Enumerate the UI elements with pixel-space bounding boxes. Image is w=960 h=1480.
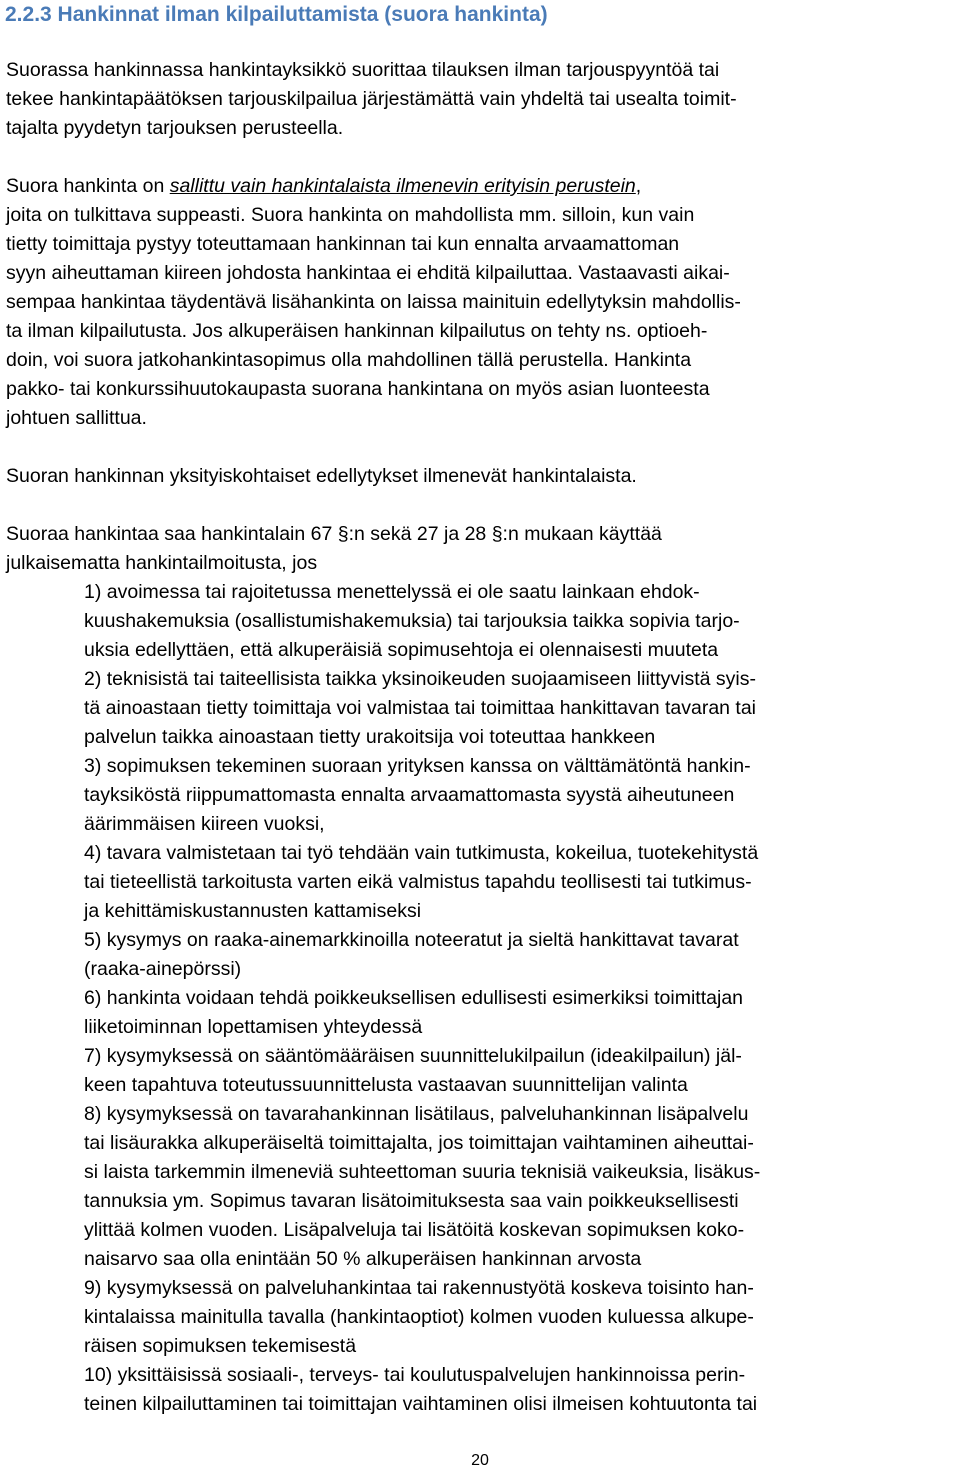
list-item-line: 8) kysymyksessä on tavarahankinnan lisätilaus, palveluhankinnan lisäpalvelu <box>84 1103 749 1125</box>
list-item-line: ylittää kolmen vuoden. Lisäpalveluja tai lisätöitä koskevan sopimuksen koko- <box>84 1219 745 1241</box>
list-item-line: tä ainoastaan tietty toimittaja voi valmistaa tai toimittaa hankittavan tavaran tai <box>84 697 757 719</box>
list-item-line: (raaka-ainepörssi) <box>84 958 242 980</box>
list-item-line: 10) yksittäisissä sosiaali-, terveys- tai koulutuspalvelujen hankinnoissa perin- <box>84 1364 746 1386</box>
paragraph-line: Suoraa hankintaa saa hankintalain 67 §:n sekä 27 ja 28 §:n mukaan käyttää <box>6 523 662 545</box>
list-item-line: keen tapahtuva toteutussuunnittelusta vastaavan suunnittelijan valinta <box>84 1074 688 1096</box>
paragraph-line: tajalta pyydetyn tarjouksen perusteella. <box>6 117 344 139</box>
paragraph-line: Suoran hankinnan yksityiskohtaiset edellytykset ilmenevät hankintalaista. <box>6 465 637 487</box>
paragraph-line: johtuen sallittua. <box>6 407 147 429</box>
list-item-line: tannuksia ym. Sopimus tavaran lisätoimituksesta saa vain poikkeuksellisesti <box>84 1190 739 1212</box>
list-item-line: 1) avoimessa tai rajoitetussa menettelyssä ei ole saatu lainkaan ehdok- <box>84 581 700 603</box>
list-item-line: 4) tavara valmistetaan tai työ tehdään vain tutkimusta, kokeilua, tuotekehitystä <box>84 842 759 864</box>
paragraph-line: tietty toimittaja pystyy toteuttamaan hankinnan tai kun ennalta arvaamattoman <box>6 233 680 255</box>
list-item-line: ja kehittämiskustannusten kattamiseksi <box>84 900 422 922</box>
list-item-line: 9) kysymyksessä on palveluhankintaa tai rakennustyötä koskeva toisinto han- <box>84 1277 754 1299</box>
paragraph-line: syyn aiheuttaman kiireen johdosta hankintaa ei ehditä kilpailuttaa. Vastaavasti aikai- <box>6 262 730 284</box>
paragraph-line: julkaisematta hankintailmoitusta, jos <box>6 552 318 574</box>
paragraph-line: sempaa hankintaa täydentävä lisähankinta on laissa mainituin edellytyksin mahdollis- <box>6 291 741 313</box>
list-item-line: äärimmäisen kiireen vuoksi, <box>84 813 325 835</box>
paragraph-line <box>6 174 641 198</box>
paragraph-line: Suorassa hankinnassa hankintayksikkö suorittaa tilauksen ilman tarjouspyyntöä tai <box>6 59 720 81</box>
list-item-line: palvelun taikka ainoastaan tietty urakoitsija voi toteuttaa hankkeen <box>84 726 656 748</box>
paragraph-line: ta ilman kilpailutusta. Jos alkuperäisen hankinnan kilpailutus on tehty ns. optioeh- <box>6 320 708 342</box>
list-item-line: naisarvo saa olla enintään 50 % alkuperäisen hankinnan arvosta <box>84 1248 642 1270</box>
paragraph-line: doin, voi suora jatkohankintasopimus olla mahdollinen tällä perustella. Hankinta <box>6 349 692 371</box>
list-item-line: kuushakemuksia (osallistumishakemuksia) tai tarjouksia taikka sopivia tarjo- <box>84 610 740 632</box>
paragraph-text: , <box>635 175 642 197</box>
list-item-line: tayksiköstä riippumattomasta ennalta arvaamattomasta syystä aiheutuneen <box>84 784 735 806</box>
list-item-line: 5) kysymys on raaka-ainemarkkinoilla noteeratut ja sieltä hankittavat tavarat <box>84 929 739 951</box>
list-item-line: 6) hankinta voidaan tehdä poikkeuksellisen edullisesti esimerkiksi toimittajan <box>84 987 744 1009</box>
list-item-line: si laista tarkemmin ilmeneviä suhteettoman suuria teknisiä vaikeuksia, lisäkus- <box>84 1161 761 1183</box>
page-number: 20 <box>471 1452 489 1469</box>
list-item-line: 3) sopimuksen tekeminen suoraan yrityksen kanssa on välttämätöntä hankin- <box>84 755 751 777</box>
section-heading: 2.2.3 Hankinnat ilman kilpailuttamista (suora hankinta) <box>5 3 548 26</box>
emphasized-phrase: sallittu vain hankintalaista ilmenevin erityisin perustein <box>169 175 636 197</box>
paragraph-line: tekee hankintapäätöksen tarjouskilpailua järjestämättä vain yhdeltä tai usealta toimit- <box>6 88 737 110</box>
list-item-line: teinen kilpailuttaminen tai toimittajan vaihtaminen olisi ilmeisen kohtuutonta tai <box>84 1393 758 1415</box>
paragraph-line: joita on tulkittava suppeasti. Suora hankinta on mahdollista mm. silloin, kun vain <box>6 204 695 226</box>
paragraph-text: Suora hankinta on <box>6 175 170 197</box>
list-item-line: tai lisäurakka alkuperäiseltä toimittajalta, jos toimittajan vaihtaminen aiheuttai- <box>84 1132 754 1154</box>
list-item-line: 7) kysymyksessä on sääntömääräisen suunnittelukilpailun (ideakilpailun) jäl- <box>84 1045 742 1067</box>
list-item-line: kintalaissa mainitulla tavalla (hankintaoptiot) kolmen vuoden kuluessa alkupe- <box>84 1306 754 1328</box>
list-item-line: 2) teknisistä tai taiteellisista taikka yksinoikeuden suojaamiseen liittyvistä syis- <box>84 668 756 690</box>
paragraph-line: pakko- tai konkurssihuutokaupasta suorana hankintana on myös asian luonteesta <box>6 378 710 400</box>
list-item-line: liiketoiminnan lopettamisen yhteydessä <box>84 1016 423 1038</box>
list-item-line: tai tieteellistä tarkoitusta varten eikä valmistus tapahdu teollisesti tai tutkimus- <box>84 871 752 893</box>
list-item-line: räisen sopimuksen tekemisestä <box>84 1335 357 1357</box>
list-item-line: uksia edellyttäen, että alkuperäisiä sopimusehtoja ei olennaisesti muuteta <box>84 639 719 661</box>
